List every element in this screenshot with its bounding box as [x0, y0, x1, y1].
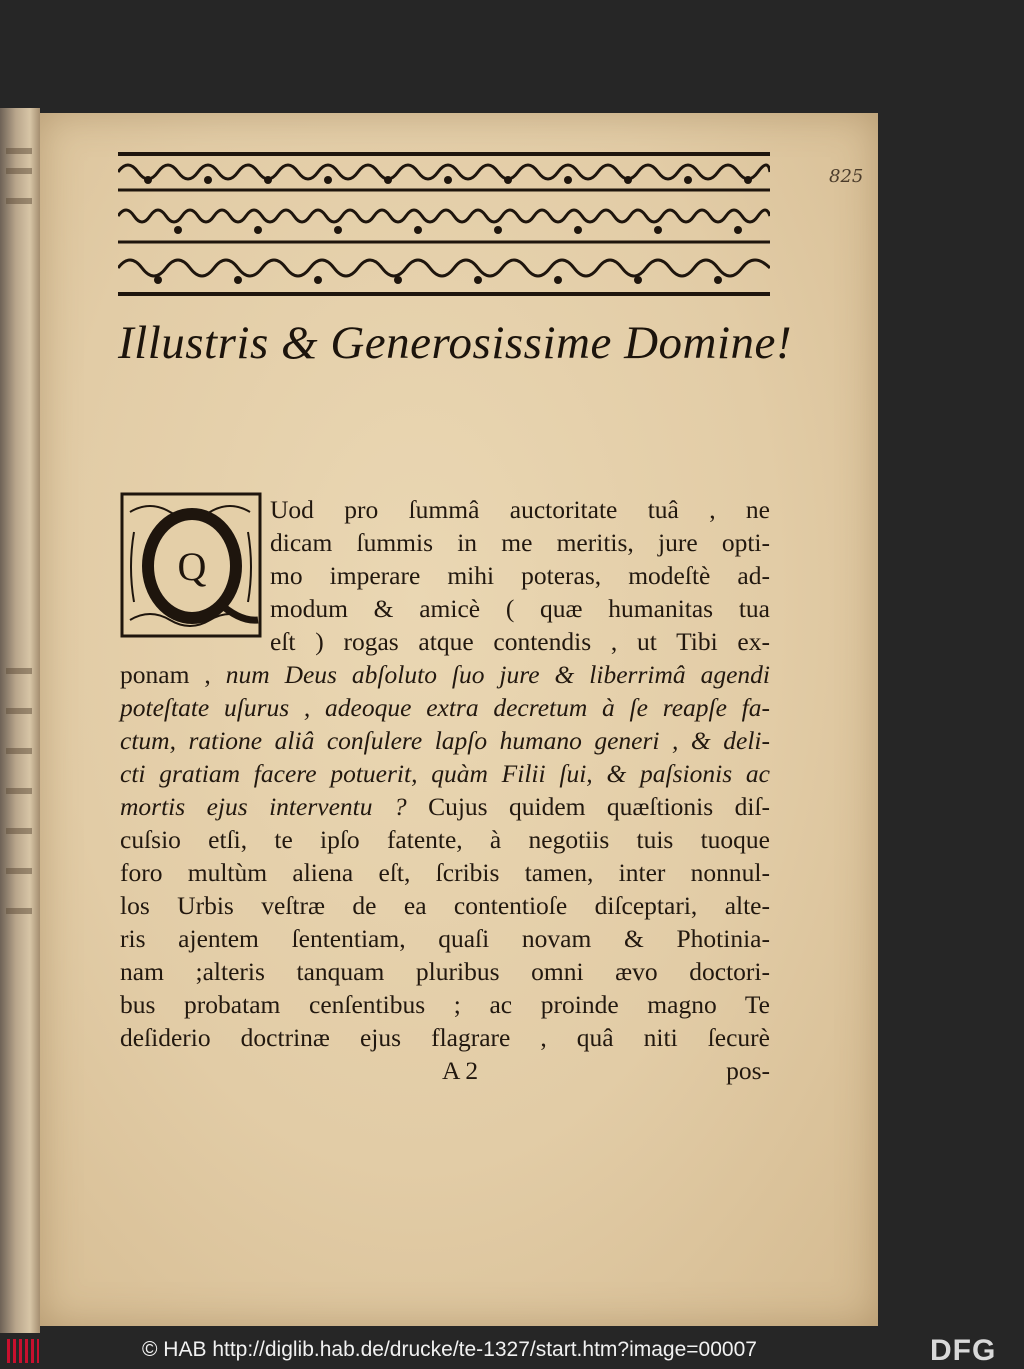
body-paragraph [120, 493, 770, 1054]
text-line: nam ;alteris tanquam pluribus omni ævo doctori- [120, 957, 770, 986]
text-line: dicam ſummis in me meritis, jure opti- [270, 528, 770, 557]
text-line: mo imperare mihi poteras, modeſtè ad- [270, 561, 770, 590]
previous-page-edge [0, 108, 40, 1338]
ornamental-headpiece [118, 150, 770, 298]
text-italic: num Deus abſoluto ſuo jure & liberrimâ agendi [225, 660, 771, 689]
copyright-link[interactable]: © HAB http://diglib.hab.de/drucke/te-1327/start.htm?image=00007 [142, 1338, 757, 1361]
text-line: ctum, ratione aliâ conſulere lapſo humano generi , & deli- [120, 726, 770, 755]
text-line: modum & amicè ( quæ humanitas tua [270, 594, 770, 623]
dropcap-letter: Q [177, 544, 207, 589]
text-roman: ponam , [120, 660, 211, 689]
page-footer-line [120, 1056, 770, 1090]
text-line: eſt ) rogas atque contendis , ut Tibi ex- [270, 627, 770, 656]
page-title: Illustris & Generosissime Domine! [118, 317, 793, 369]
text-line: Uod pro ſummâ auctoritate tuâ , ne [270, 495, 770, 524]
text-line: deſiderio doctrinæ ejus flagrare , quâ niti ſecurè [120, 1023, 770, 1052]
text-line: ris ajentem ſententiam, quaſi novam & Photinia- [120, 924, 770, 953]
text-line [120, 658, 770, 691]
text-line: foro multùm aliena eſt, ſcribis tamen, inter nonnul- [120, 858, 770, 887]
text-line [120, 790, 770, 823]
text-line: poteſtate uſurus , adeoque extra decretum à ſe reapſe fa- [120, 693, 770, 722]
dfg-logo: DFG [930, 1334, 997, 1367]
text-roman: Cujus quidem quæſtionis diſ- [428, 792, 771, 821]
catchword: pos- [726, 1056, 770, 1085]
text-line: bus probatam cenſentibus ; ac proinde magno Te [120, 990, 770, 1019]
signature-mark: A 2 [442, 1056, 479, 1085]
text-line: cti gratiam facere potuerit, quàm Filii ſui, & paſsionis ac [120, 759, 770, 788]
text-line: los Urbis veſtræ de ea contentioſe diſceptari, alte- [120, 891, 770, 920]
hab-logo-icon [6, 1337, 40, 1365]
handwritten-folio-number: 825 [829, 166, 864, 187]
text-line: cuſsio etſi, te ipſo fatente, à negotiis tuis tuoque [120, 825, 770, 854]
text-italic: mortis ejus interventu ? [120, 792, 407, 821]
